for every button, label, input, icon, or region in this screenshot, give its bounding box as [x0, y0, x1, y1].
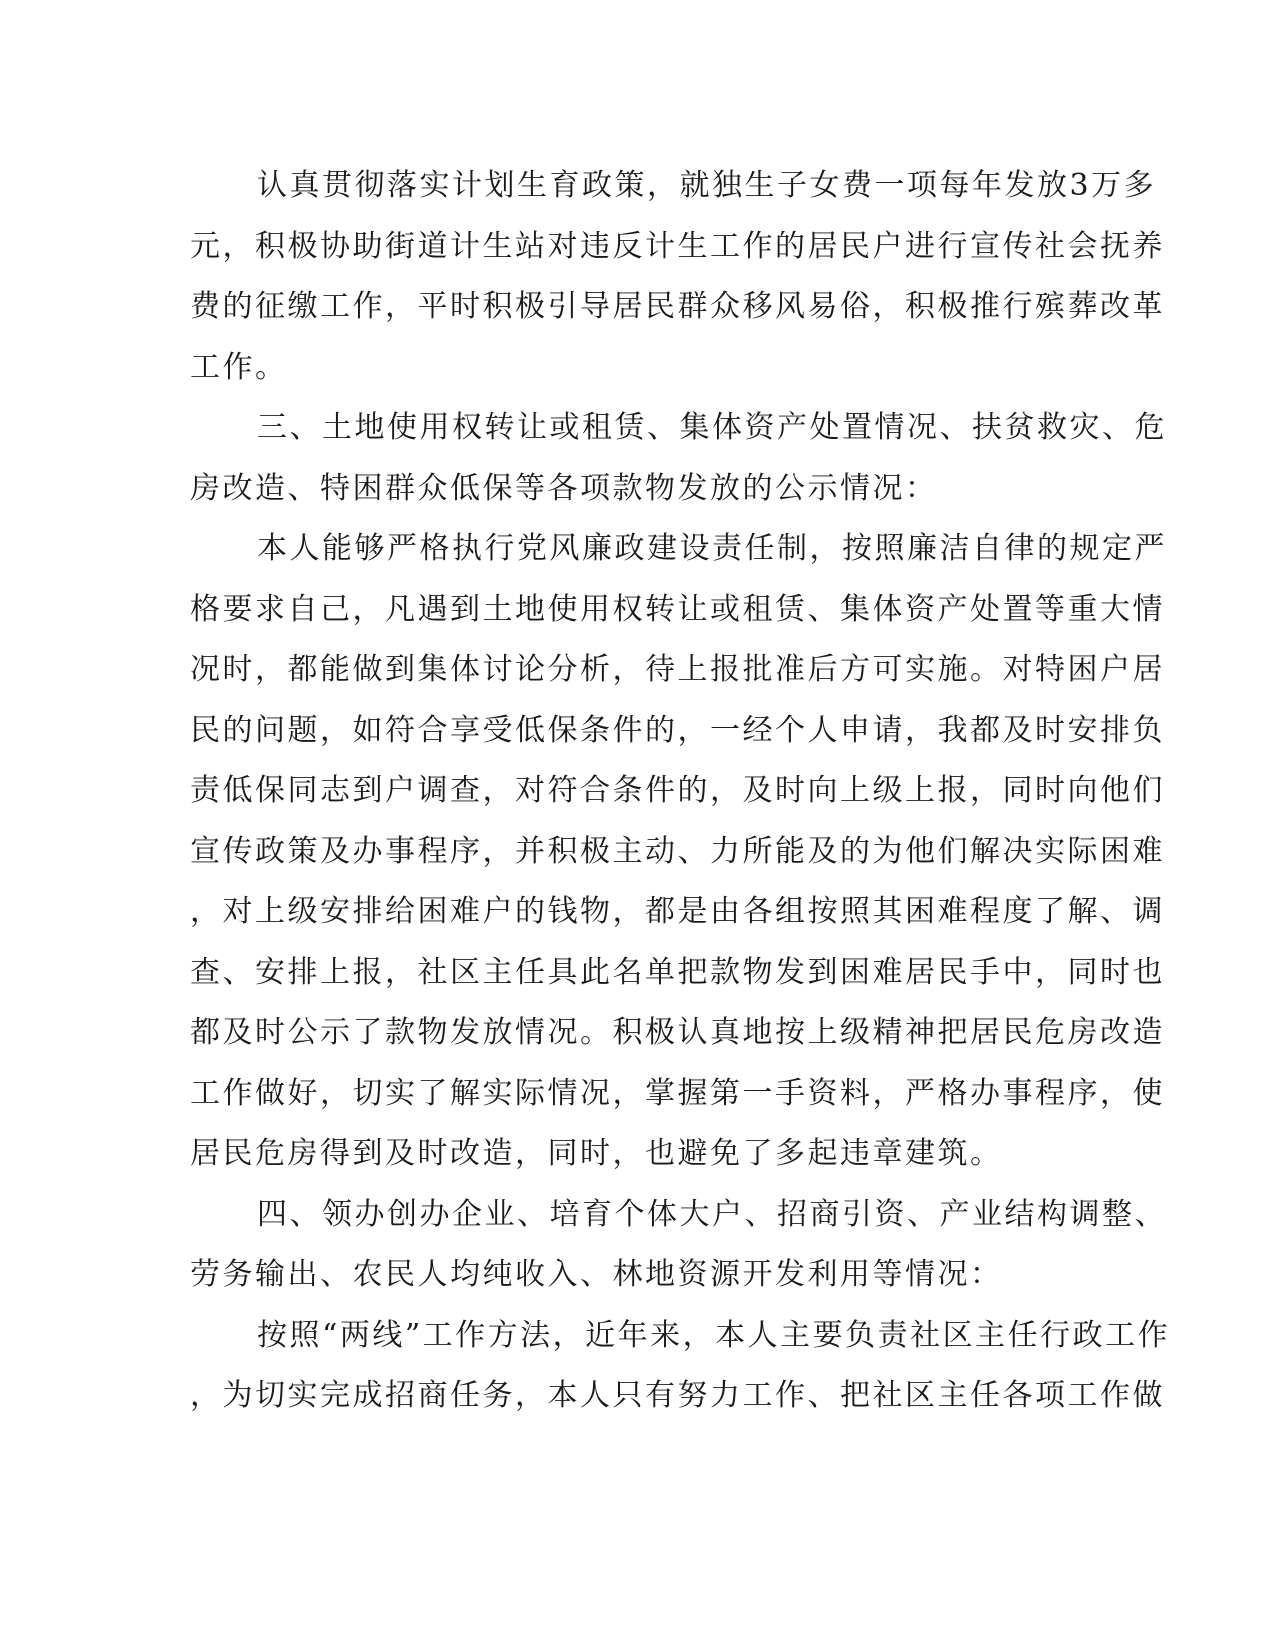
paragraph-line: ，为切实完成招商任务，本人只有努力工作、把社区主任各项工作做: [190, 1378, 1165, 1413]
paragraph-line: 责低保同志到户调查，对符合条件的，及时向上级上报，同时向他们: [190, 773, 1165, 808]
section-heading-line: 三、土地使用权转让或租赁、集体资产处置情况、扶贫救灾、危: [257, 410, 1167, 445]
paragraph-line: 查、安排上报，社区主任具此名单把款物发到困难居民手中，同时也: [190, 954, 1165, 990]
paragraph-line: 都及时公示了款物发放情况。积极认真地按上级精神把居民危房改造: [190, 1015, 1165, 1050]
section-heading-line: 劳务输出、农民人均纯收入、林地资源开发利用等情况：: [190, 1257, 1003, 1292]
paragraph-line: ，对上级安排给困难户的钱物，都是由各组按照其困难程度了解、调: [190, 894, 1165, 929]
paragraph-line: 工作。: [190, 349, 288, 385]
paragraph-line: 工作做好，切实了解实际情况，掌握第一手资料，严格办事程序，使: [190, 1075, 1165, 1111]
paragraph-line: 宣传政策及办事程序，并积极主动、力所能及的为他们解决实际困难: [190, 833, 1165, 869]
paragraph-line: 费的征缴工作，平时积极引导居民群众移风易俗，积极推行殡葬改革: [190, 289, 1165, 324]
document-body: [190, 156, 1171, 1427]
paragraph-line: 认真贯彻落实计划生育政策，就独生子女费一项每年发放3万多: [257, 168, 1157, 203]
paragraph-line: 况时，都能做到集体讨论分析，待上报批准后方可实施。对特困户居: [190, 652, 1165, 687]
paragraph-line: 本人能够严格执行党风廉政建设责任制，按照廉洁自律的规定严: [257, 531, 1167, 566]
section-heading-line: 房改造、特困群众低保等各项款物发放的公示情况：: [190, 470, 938, 506]
paragraph-line: 居民危房得到及时改造，同时，也避免了多起违章建筑。: [190, 1136, 1003, 1171]
paragraph-line: 按照“两线”工作方法，近年来，本人主要负责社区主任行政工作: [257, 1317, 1171, 1353]
section-heading-line: 四、领办创办企业、培育个体大户、招商引资、产业结构调整、: [257, 1196, 1167, 1232]
paragraph-line: 格要求自己，凡遇到土地使用权转让或租赁、集体资产处置等重大情: [190, 591, 1165, 627]
paragraph-line: 元，积极协助街道计生站对违反计生工作的居民户进行宣传社会抚养: [190, 228, 1165, 264]
paragraph-line: 民的问题，如符合享受低保条件的，一经个人申请，我都及时安排负: [190, 712, 1165, 748]
